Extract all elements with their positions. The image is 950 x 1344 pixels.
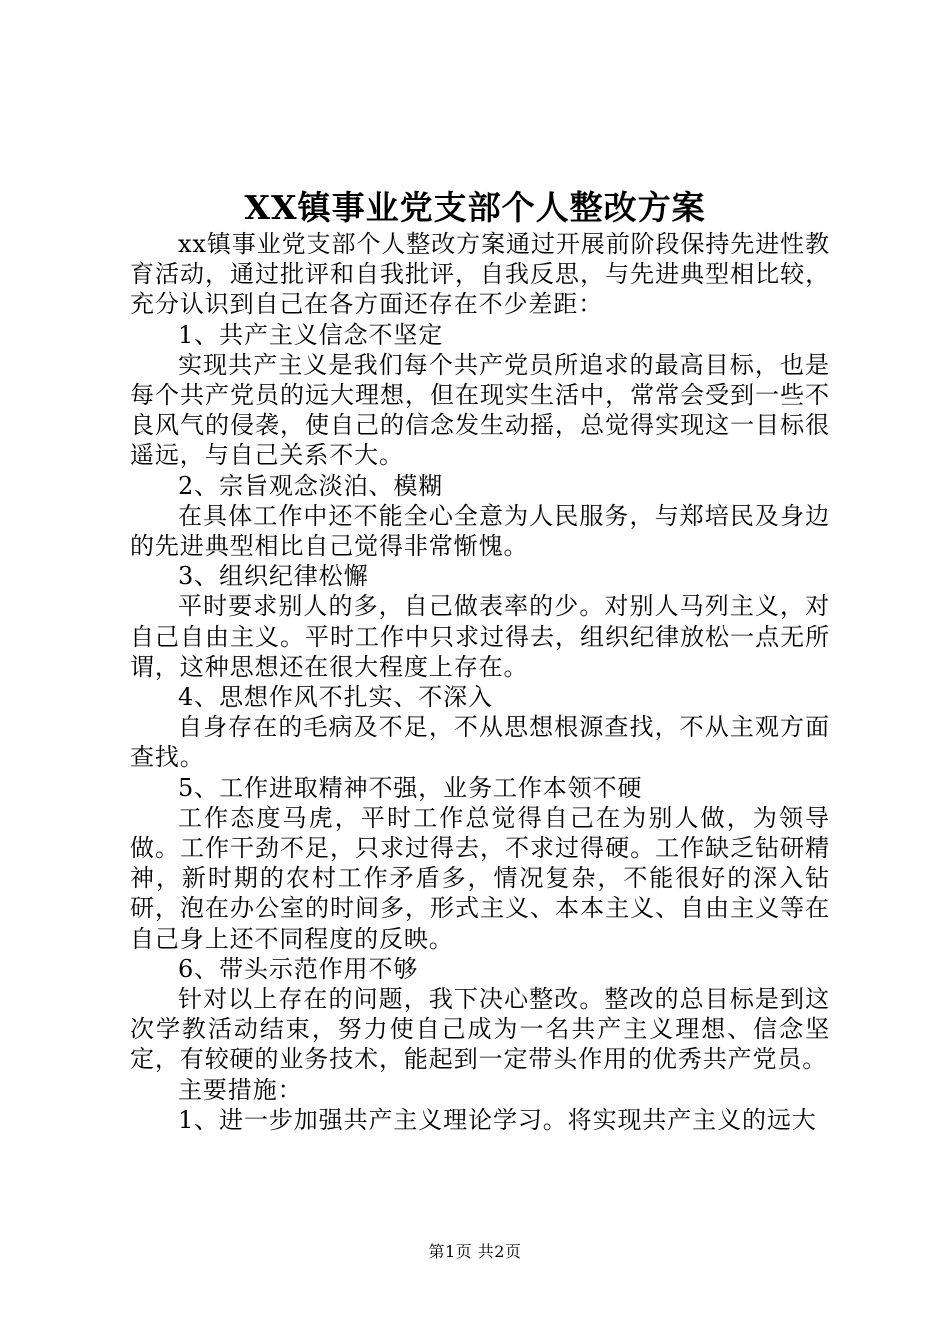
measure-paragraph-1: 1、进一步加强共产主义理论学习。将实现共产主义的远大 <box>178 1105 817 1134</box>
section-paragraph-3: 平时要求别人的多，自己做表率的少。对别人马列主义，对自己自由主义。平时工作中只求过得去，组织纪律放松一点无所谓，这种思想还在很大程度上存在。 <box>130 592 830 681</box>
rectification-goal-paragraph: 针对以上存在的问题，我下决心整改。整改的总目标是到这次学教活动结束，努力使自己成为一名共产主义理想、信念坚定，有较硬的业务技术，能起到一定带头作用的优秀共产党员。 <box>130 985 830 1074</box>
section-heading-4: 4、思想作风不扎实、不深入 <box>178 683 493 712</box>
page-footer: 第1页 共2页 <box>428 1242 522 1261</box>
intro-paragraph: xx镇事业党支部个人整改方案通过开展前阶段保持先进性教育活动，通过批评和自我批评，自我反思，与先进典型相比较，充分认识到自己在各方面还存在不少差距： <box>130 230 830 319</box>
section-heading-3: 3、组织纪律松懈 <box>178 562 369 591</box>
section-heading-2: 2、宗旨观念淡泊、模糊 <box>178 471 444 500</box>
document-body <box>130 229 830 1135</box>
section-paragraph-4: 自身存在的毛病及不足，不从思想根源查找，不从主观方面查找。 <box>130 713 830 772</box>
document-title: XX镇事业党支部个人整改方案 <box>244 188 706 227</box>
section-heading-1: 1、共产主义信念不坚定 <box>178 320 444 349</box>
section-paragraph-2: 在具体工作中还不能全心全意为人民服务，与郑培民及身边的先进典型相比自己觉得非常惭愧。 <box>130 501 830 561</box>
section-paragraph-1: 实现共产主义是我们每个共产党员所追求的最高目标，也是每个共产党员的远大理想，但在现实生活中，常常会受到一些不良风气的侵袭，使自己的信念发生动摇，总觉得实现这一目标很遥远，与自己关系不大。 <box>130 350 830 470</box>
main-measures-heading: 主要措施： <box>178 1075 303 1104</box>
section-heading-5: 5、工作进取精神不强，业务工作本领不硬 <box>178 773 643 802</box>
section-heading-6: 6、带头示范作用不够 <box>178 954 419 983</box>
section-paragraph-5: 工作态度马虎，平时工作总觉得自己在为别人做，为领导做。工作干劲不足，只求过得去，不求过得硬。工作缺乏钻研精神，新时期的农村工作矛盾多，情况复杂，不能很好的深入钻研，泡在办公室的时间多，形式主义、本本主义、自由主义等在自己身上还不同程度的反映。 <box>130 803 830 953</box>
